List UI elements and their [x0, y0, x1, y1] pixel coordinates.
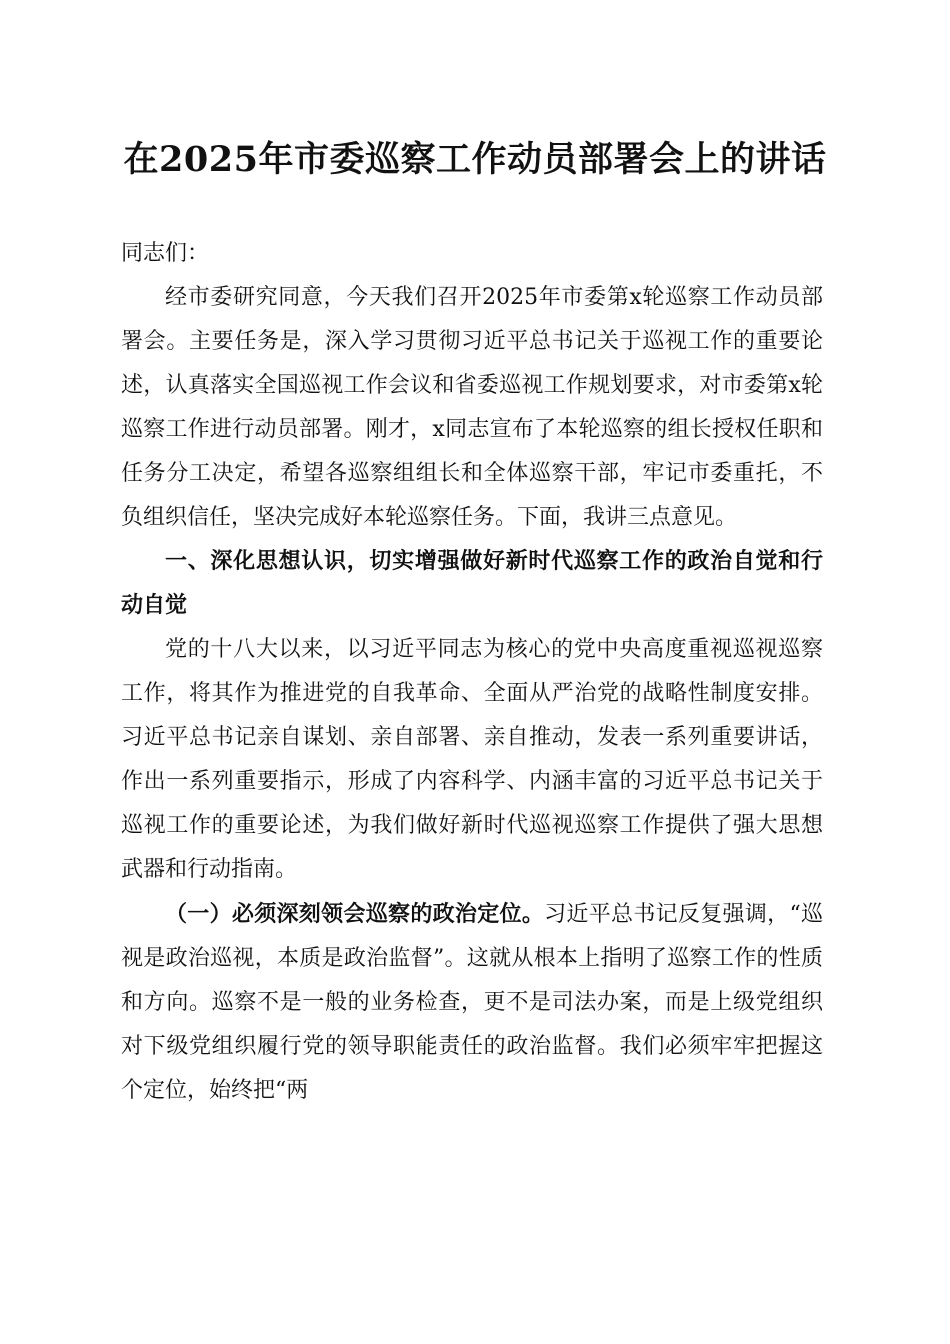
- subsection-text: 习近平总书记反复强调，“巡视是政治巡视，本质是政治监督”。这就从根本上指明了巡察工作的性质和方向。巡察不是一般的业务检查，更不是司法办案，而是上级党组织对下级党组织履行党的领导职能责任的政治监督。我们必须牢牢把握这个定位，始终把“两: [121, 902, 823, 1103]
- subsection-lead: （一）必须深刻领会巡察的政治定位。: [165, 901, 545, 927]
- section-heading-1: 一、深化思想认识，切实增强做好新时代巡察工作的政治自觉和行动自觉: [121, 549, 823, 618]
- paragraph-subsection-1: [121, 892, 823, 1113]
- paragraph-section-1: 党的十八大以来，以习近平同志为核心的党中央高度重视巡视巡察工作，将其作为推进党的自我革命、全面从严治党的战略性制度安排。习近平总书记亲自谋划、亲自部署、亲自推动，发表一系列重要讲话，作出一系列重要指示，形成了内容科学、内涵丰富的习近平总书记关于巡视工作的重要论述，为我们做好新时代巡视巡察工作提供了强大思想武器和行动指南。: [121, 637, 823, 882]
- salutation: 同志们：: [121, 241, 210, 266]
- document-title: 在2025年市委巡察工作动员部署会上的讲话: [123, 139, 827, 180]
- document-body: [121, 232, 823, 1113]
- paragraph-intro: 经市委研究同意，今天我们召开2025年市委第x轮巡察工作动员部署会。主要任务是，深入学习贯彻习近平总书记关于巡视工作的重要论述，认真落实全国巡视工作会议和省委巡视工作规划要求，对市委第x轮巡察工作进行动员部署。刚才，x同志宣布了本轮巡察的组长授权任职和任务分工决定，希望各巡察组组长和全体巡察干部，牢记市委重托，不负组织信任，坚决完成好本轮巡察任务。下面，我讲三点意见。: [121, 285, 823, 530]
